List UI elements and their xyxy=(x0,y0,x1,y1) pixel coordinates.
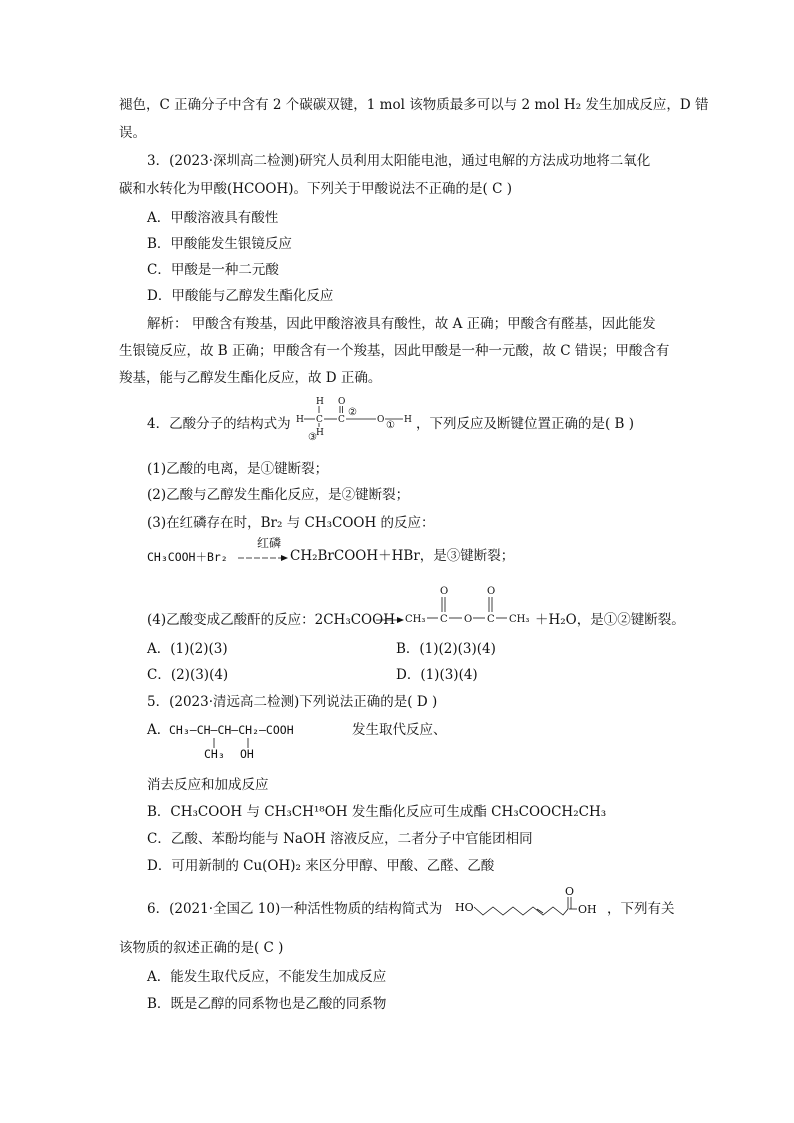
svg-text:CH₃: CH₃ xyxy=(509,614,530,625)
q6-option-a: A．能发生取代反应，不能发生加成反应 xyxy=(147,969,387,985)
skeletal-formula xyxy=(455,885,605,923)
q4-item-4: (4)乙酸变成乙酸酐的反应：2CH₃COOH xyxy=(147,612,395,628)
q6-option-b: B．既是乙醇的同系物也是乙酸的同系物 xyxy=(147,996,387,1012)
q4-equation-right: CH₂BrCOOH＋HBr，是③键断裂； xyxy=(290,548,515,564)
q4-option-d: D．(1)(3)(4) xyxy=(396,667,478,683)
q4-item-1: (1)乙酸的电离，是①键断裂； xyxy=(147,461,329,477)
svg-text:H: H xyxy=(404,415,412,425)
q3-analysis-cont: 羧基，能与乙醇发生酯化反应，故 D 正确。 xyxy=(119,370,382,386)
reaction-arrow-icon xyxy=(236,553,288,563)
svg-text:②: ② xyxy=(348,407,357,418)
svg-text:C: C xyxy=(440,614,448,625)
acetic-anhydride-structure xyxy=(405,582,535,628)
q5-option-b: B．CH₃COOH 与 CH₃CH¹⁸OH 发生酯化反应可生成酯 CH₃COOCH₂CH₃ xyxy=(147,804,607,820)
q5-option-a-label: A． xyxy=(147,722,171,738)
q4-item-2: (2)乙酸与乙醇发生酯化反应，是②键断裂； xyxy=(147,487,410,503)
text-line: 误。 xyxy=(119,125,146,141)
q5-substituent-ch3: CH₃ xyxy=(204,747,225,761)
q5-option-a-formula: CH₃—CH—CH—CH₂—COOH xyxy=(169,723,294,737)
q4-option-a: A．(1)(2)(3) xyxy=(147,641,228,657)
question-5-stem: 5．(2023·清远高二检测)下列说法正确的是( D ) xyxy=(147,694,438,710)
q4-option-b: B．(1)(2)(3)(4) xyxy=(396,641,496,657)
q3-option-a: A．甲酸溶液具有酸性 xyxy=(147,210,279,226)
q5-option-a-tail: 发生取代反应、 xyxy=(352,722,447,738)
svg-text:C: C xyxy=(487,614,495,625)
q4-item-3: (3)在红磷存在时，Br₂ 与 CH₃COOH 的反应： xyxy=(147,515,435,531)
svg-text:CH₃: CH₃ xyxy=(405,614,426,625)
question-3-stem: 3．(2023·深圳高二检测)研究人员利用太阳能电池，通过电解的方法成功地将二氧化 xyxy=(147,153,651,169)
svg-text:O: O xyxy=(338,397,346,407)
q4-item-4-cont: ＋H₂O，是①②键断裂。 xyxy=(535,612,685,628)
svg-text:C: C xyxy=(338,415,345,425)
acetic-acid-structure xyxy=(296,395,416,441)
question-4-stem-cont: ，下列反应及断键位置正确的是( B ) xyxy=(416,416,635,432)
svg-text:OH: OH xyxy=(578,903,597,916)
question-6-stem-cont: 该物质的叙述正确的是( C ) xyxy=(119,940,284,956)
q3-analysis: 解析： 甲酸含有羧基，因此甲酸溶液具有酸性，故 A 正确；甲酸含有醛基，因此能发 xyxy=(147,316,656,332)
question-6-stem: 6．(2021·全国乙 10)一种活性物质的结构简式为 xyxy=(147,901,443,917)
svg-text:O: O xyxy=(377,415,385,425)
q5-option-c: C．乙酸、苯酚均能与 NaOH 溶液反应，二者分子中官能团相同 xyxy=(147,831,533,847)
q5-option-a-cont: 消去反应和加成反应 xyxy=(147,777,269,793)
q3-option-c: C．甲酸是一种二元酸 xyxy=(147,262,279,278)
q3-option-b: B．甲酸能发生银镜反应 xyxy=(147,236,292,252)
catalyst-label: 红磷 xyxy=(257,536,282,550)
text-line: 褪色，C 正确分子中含有 2 个碳碳双键，1 mol 该物质最多可以与 2 mol H₂ 发生加成反应，D 错 xyxy=(119,97,709,113)
svg-text:HO: HO xyxy=(455,901,474,914)
question-6-stem-cont: ，下列有关 xyxy=(607,901,675,917)
q3-analysis-cont: 生银镜反应，故 B 正确；甲酸含有一个羧基，因此甲酸是一种一元酸，故 C 错误；甲酸含有 xyxy=(119,343,670,359)
question-3-stem-cont: 碳和水转化为甲酸(HCOOH)。下列关于甲酸说法不正确的是( C ) xyxy=(119,181,512,197)
svg-text:O: O xyxy=(464,614,473,625)
svg-text:③: ③ xyxy=(308,432,317,441)
reaction-arrow-icon xyxy=(376,615,404,625)
svg-text:O: O xyxy=(440,586,449,597)
svg-text:H: H xyxy=(316,397,324,407)
svg-text:C: C xyxy=(316,415,323,425)
svg-text:O: O xyxy=(565,885,575,898)
question-4-stem: 4．乙酸分子的结构式为 xyxy=(147,416,291,432)
q5-substituent-oh: OH xyxy=(240,747,254,761)
svg-text:H: H xyxy=(316,428,324,438)
q4-option-c: C．(2)(3)(4) xyxy=(147,667,229,683)
q4-equation-left: CH₃COOH＋Br₂ xyxy=(147,550,228,564)
q3-option-d: D．甲酸能与乙醇发生酯化反应 xyxy=(147,288,334,304)
svg-text:①: ① xyxy=(386,420,395,431)
q5-option-d: D．可用新制的 Cu(OH)₂ 来区分甲醇、甲酸、乙醛、乙酸 xyxy=(147,858,495,874)
svg-text:H: H xyxy=(296,415,304,425)
svg-text:O: O xyxy=(487,586,496,597)
